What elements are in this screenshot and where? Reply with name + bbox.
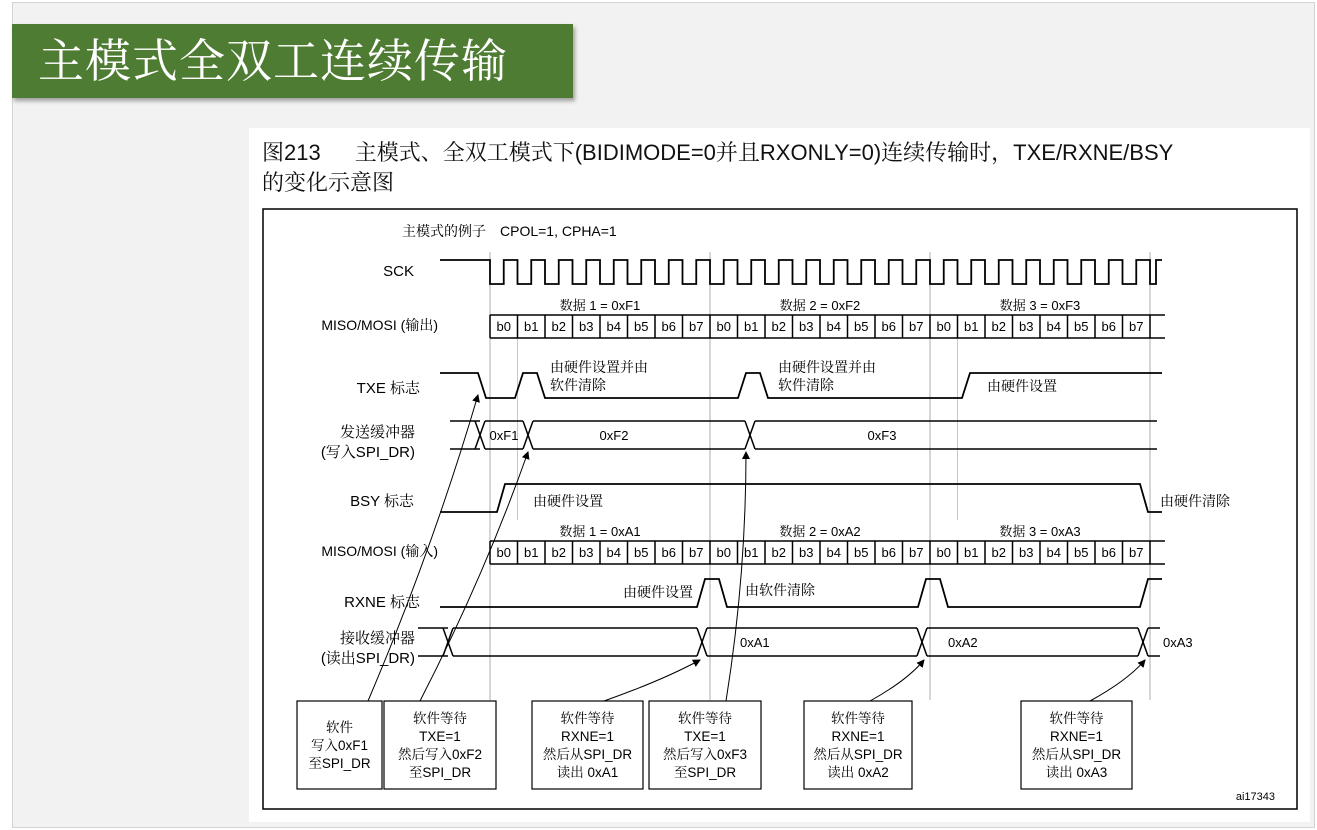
mosi-out-bit: b7 [689,319,704,334]
label-sck: SCK [383,263,414,280]
mosi-out-bit: b5 [634,319,649,334]
note-arrow [1090,660,1145,701]
rx-buffer-value: 0xA3 [1163,635,1193,650]
mosi-out-bit: b0 [936,319,951,334]
figure-caption-line1: 主模式、全双工模式下(BIDIMODE=0并且RXONLY=0)连续传输时，TXE/RXNE/BSY [354,140,1174,165]
rxne-annot-set: 由硬件设置 [623,584,693,600]
mosi-in-bit: b2 [551,545,566,560]
mosi-out-data-label: 数据 1 = 0xF1 [559,298,641,313]
mosi-in-bit: b3 [799,545,814,560]
bsy-annot-clear: 由硬件清除 [1160,493,1230,509]
mosi-out-bit: b6 [661,319,676,334]
bsy-annot-set: 由硬件设置 [533,493,603,509]
mosi-in-data-label: 数据 3 = 0xA3 [999,524,1081,539]
mosi-out-bit: b4 [826,319,841,334]
note-box-text: RXNE=1 [1050,729,1103,744]
note-box-text: 软件等待 [678,711,732,726]
label-tx-buffer-1: 发送缓冲器 [339,424,415,441]
mosi-in-bit: b6 [1101,545,1116,560]
mosi-in-bit: b1 [744,545,759,560]
sck-waveform [440,260,1162,284]
mosi-in-bit: b2 [991,545,1006,560]
mosi-out-bit: b5 [854,319,869,334]
label-rx-buffer-2: (读出SPI_DR) [320,650,415,667]
rx-buffer-value: 0xA2 [948,635,978,650]
mosi-in-bit: b5 [854,545,869,560]
note-arrow [420,452,528,701]
label-mosi-in: MISO/MOSI (输入) [321,543,438,559]
txe-annot-2-line1: 由硬件设置并由 [778,359,876,375]
label-mosi-out: MISO/MOSI (输出) [321,317,438,333]
mosi-in-data-label: 数据 2 = 0xA2 [779,524,861,539]
label-tx-buffer-2: (写入SPI_DR) [320,444,415,461]
mosi-in-bit: b7 [1129,545,1144,560]
mosi-out-bit: b7 [909,319,924,334]
note-box-text: RXNE=1 [561,729,614,744]
mosi-out-bit: b4 [606,319,621,334]
mosi-out-bit: b7 [1129,319,1144,334]
mosi-in-bit: b4 [826,545,841,560]
note-box-text: 软件等待 [413,711,467,726]
mosi-in-bit: b6 [881,545,896,560]
mosi-out-bit: b6 [1101,319,1116,334]
mosi-out-bit: b2 [991,319,1006,334]
mosi-in-bit: b1 [524,545,539,560]
mosi-in-bit: b7 [909,545,924,560]
note-box-text: 软件等待 [560,711,615,726]
tx-buffer-value: 0xF2 [599,428,629,443]
note-box-text: 然后从SPI_DR [1031,747,1122,762]
mosi-in-bit: b5 [634,545,649,560]
note-box-text: RXNE=1 [831,729,885,744]
figure-caption-line2: 的变化示意图 [262,170,395,195]
mosi-out-bit: b6 [881,319,896,334]
mosi-in-data-label: 数据 1 = 0xA1 [559,524,641,539]
note-box-text: 至SPI_DR [308,756,371,771]
note-box-text: 至SPI_DR [408,765,472,780]
note-box-text: 然后写入0xF3 [662,747,748,762]
txe-annot-2-line2: 软件清除 [778,377,834,393]
example-label: 主模式的例子 CPOL=1, CPHA=1 [402,223,617,239]
mosi-in-bit: b1 [964,545,979,560]
mosi-in-bit: b0 [716,545,731,560]
note-arrow [604,660,700,701]
note-box-text: 软件 [326,720,353,735]
mosi-out-bit: b5 [1074,319,1089,334]
mosi-out-data-label: 数据 2 = 0xF2 [779,298,861,313]
tx-buffer-value: 0xF3 [867,428,897,443]
note-arrow [726,452,746,701]
note-box-text: 读出 0xA1 [556,765,619,780]
mosi-out-bit: b1 [524,319,539,334]
note-box-text: 软件等待 [831,711,885,726]
note-arrow [870,660,924,701]
mosi-in-bit: b2 [771,545,786,560]
mosi-in-bit: b0 [936,545,951,560]
mosi-out-bit: b0 [496,319,511,334]
note-box-text: TXE=1 [419,729,461,744]
note-box-text: 至SPI_DR [673,765,737,780]
rxne-annot-clear: 由软件清除 [745,582,815,598]
mosi-out-bit: b4 [1046,319,1061,334]
note-box-text: 然后从SPI_DR [813,747,903,762]
rx-buffer-value: 0xA1 [740,635,770,650]
figure-id: ai17343 [1235,791,1275,803]
label-txe: TXE 标志 [356,380,420,397]
slide-title: 主模式全双工连续传输 [12,24,573,98]
txe-annot-1-line1: 由硬件设置并由 [550,359,648,375]
note-box-text: 写入0xF1 [310,738,369,753]
mosi-out-bit: b3 [799,319,814,334]
txe-annot-1-line2: 软件清除 [550,377,606,393]
mosi-in-bit: b4 [606,545,621,560]
mosi-out-bit: b2 [771,319,786,334]
mosi-out-bit: b2 [551,319,566,334]
mosi-out-bit: b3 [1019,319,1034,334]
figure-number: 图213 [262,140,321,165]
mosi-out-bit: b1 [744,319,759,334]
mosi-in-bit: b3 [1019,545,1034,560]
mosi-in-bit: b6 [661,545,676,560]
note-box-text: 然后从SPI_DR [542,747,633,762]
note-box-text: TXE=1 [684,729,726,744]
mosi-in-bit: b0 [496,545,511,560]
note-box-text: 软件等待 [1049,711,1104,726]
mosi-out-bit: b1 [964,319,979,334]
tx-buffer-value: 0xF1 [489,428,519,443]
mosi-in-bit: b4 [1046,545,1061,560]
mosi-in-bit: b5 [1074,545,1089,560]
mosi-in-bit: b3 [579,545,594,560]
note-box-text: 读出 0xA3 [1045,765,1108,780]
mosi-out-data-label: 数据 3 = 0xF3 [999,298,1081,313]
note-box-text: 然后写入0xF2 [397,747,483,762]
label-bsy: BSY 标志 [350,493,414,510]
mosi-out-bit: b0 [716,319,731,334]
mosi-out-bit: b3 [579,319,594,334]
txe-annot-3: 由硬件设置 [987,378,1057,394]
label-rxne: RXNE 标志 [344,594,420,611]
mosi-in-bit: b7 [689,545,704,560]
note-box-text: 读出 0xA2 [827,765,889,780]
label-rx-buffer-1: 接收缓冲器 [339,630,415,647]
